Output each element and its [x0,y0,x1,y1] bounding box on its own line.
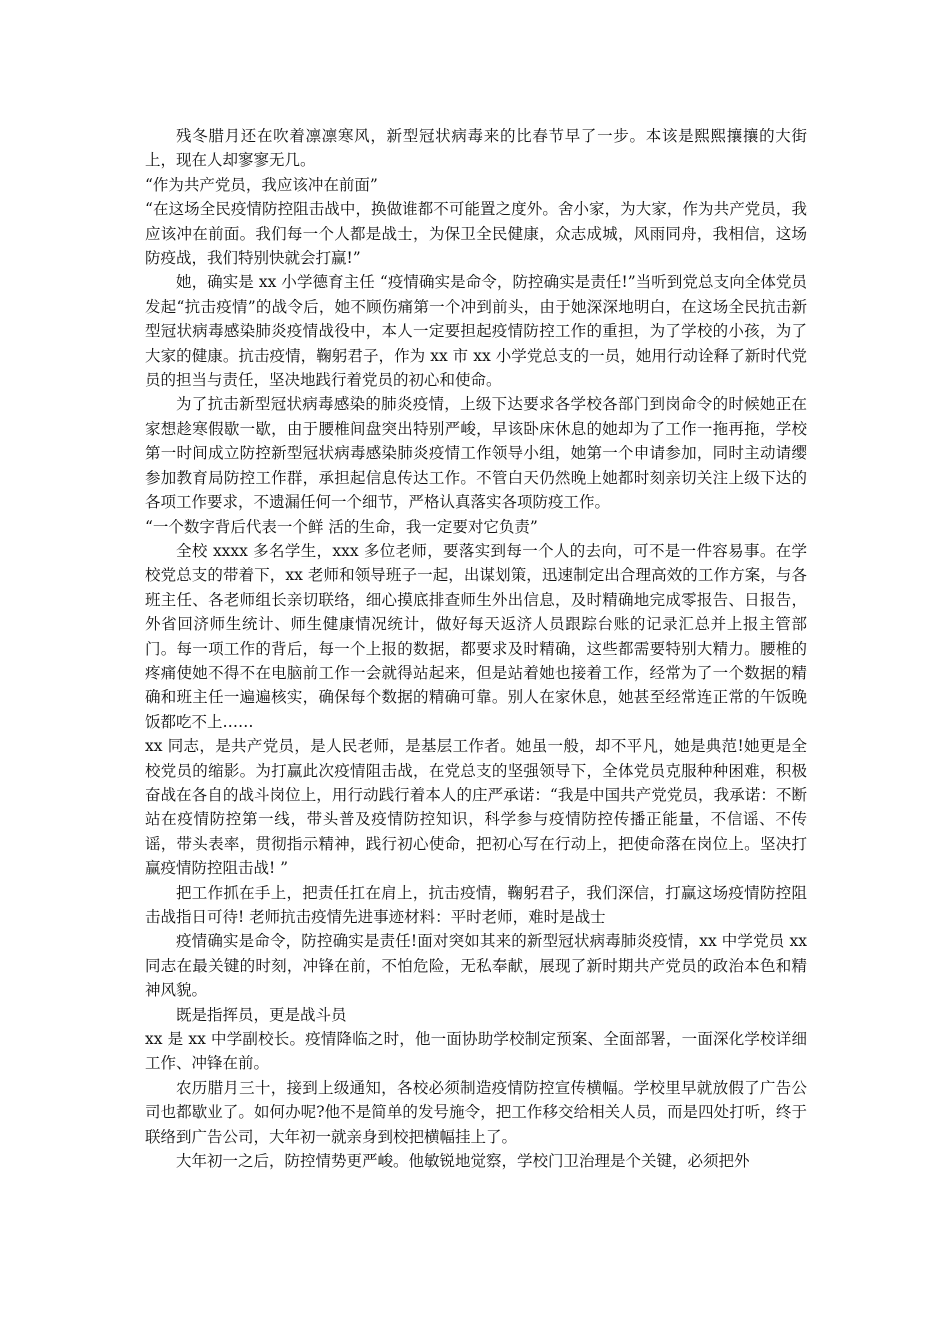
paragraph-7: 把工作抓在手上，把责任扛在肩上，抗击疫情，鞠躬君子，我们深信，打赢这场疫情防控阻击战指日可待! 老师抗击疫情先进事迹材料：平时老师，难时是战士 [145,883,807,926]
section-heading-1: “作为共产党员，我应该冲在前面” [145,175,378,194]
document-body [145,124,807,1173]
paragraph-5: 全校 xxxx 多名学生，xxx 多位老师，要落实到每一个人的去向，可不是一件容易事。在学校党总支的带着下，xx 老师和领导班子一起，出谋划策，迅速制定出合理高效的工作方案，与各班主任、各老师组长亲切联络，细心摸底排查师生外出信息，及时精确地完成零报告、日报告，外省回济师生统计、师生健康情况统计，做好每天返济人员跟踪台账的记录汇总并上报主管部门。每一项工作的背后，每一个上报的数据，都要求及时精确，这些都需要特别大精力。腰椎的疼痛使她不得不在电脑前工作一会就得站起来，但是站着她也接着工作，经常为了一个数据的精确和班主任一遍遍核实，确保每个数据的精确可靠。别人在家休息，她甚至经常连正常的午饭晚饭都吃不上…… [145,541,807,731]
paragraph-6: xx 同志，是共产党员，是人民老师，是基层工作者。她虽一般，却不平凡，她是典范!她更是全校党员的缩影。为打赢此次疫情阻击战，在党总支的坚强领导下，全体党员克服种种困难，积极奋战在各自的战斗岗位上，用行动践行着本人的庄严承诺：“我是中国共产党党员，我承诺：不断站在疫情防控第一线，带头普及疫情防控知识，科学参与疫情防控传播正能量，不信谣、不传谣，带头表率，贯彻指示精神，践行初心使命，把初心写在行动上，把使命落在岗位上。坚决打赢疫情防控阻击战! ” [145,737,807,878]
paragraph-10: 农历腊月三十，接到上级通知，各校必须制造疫情防控宣传横幅。学校里早就放假了广告公司也都歇业了。如何办呢?他不是简单的发号施令，把工作移交给相关人员，而是四处打听，终于联络到广告公司，大年初一就亲身到校把横幅挂上了。 [145,1078,807,1146]
section-heading-2: “一个数字背后代表一个鲜 活的生命，我一定要对它负责” [145,517,538,536]
paragraph-1: 残冬腊月还在吹着凛凛寒风，新型冠状病毒来的比春节早了一步。本该是熙熙攘攘的大街上，现在人却寥寥无几。 [145,127,807,170]
paragraph-11: 大年初一之后，防控情势更严峻。他敏锐地觉察，学校门卫治理是个关键，必须把外 [176,1152,750,1171]
paragraph-3: 她，确实是 xx 小学德育主任 “疫情确实是命令，防控确实是责任!”当听到党总支向全体党员发起“抗击疫情”的战令后，她不顾伤痛第一个冲到前头，由于她深深地明白，在这场全民抗击新型冠状病毒感染肺炎疫情战役中，本人一定要担起疫情防控工作的重担，为了学校的小孩，为了大家的健康。抗击疫情，鞠躬君子，作为 xx 市 xx 小学党总支的一员，她用行动诠释了新时代党员的担当与责任，坚决地践行着党员的初心和使命。 [145,273,807,390]
paragraph-8: 疫情确实是命令，防控确实是责任!面对突如其来的新型冠状病毒肺炎疫情，xx 中学党员 xx 同志在最关键的时刻，冲锋在前，不怕危险，无私奉献，展现了新时期共产党员的政治本色和精神风貌。 [145,932,807,1000]
paragraph-4: 为了抗击新型冠状病毒感染的肺炎疫情，上级下达要求各学校各部门到岗命令的时候她正在家想趁寒假歇一歇，由于腰椎间盘突出特别严峻，早该卧床休息的她却为了工作一拖再拖，学校第一时间成立防控新型冠状病毒感染肺炎疫情工作领导小组，她第一个申请参加，同时主动请缨参加教育局防控工作群，承担起信息传达工作。不管白天仍然晚上她都时刻亲切关注上级下达的各项工作要求，不遗漏任何一个细节，严格认真落实各项防疫工作。 [145,395,807,512]
paragraph-9: xx 是 xx 中学副校长。疫情降临之时，他一面协助学校制定预案、全面部署，一面深化学校详细工作、冲锋在前。 [145,1030,807,1073]
paragraph-2: “在这场全民疫情防控阻击战中，换做谁都不可能置之度外。舍小家，为大家，作为共产党员，我应该冲在前面。我们每一个人都是战士，为保卫全民健康，众志成城，风雨同舟，我相信，这场防疫战，我们特别快就会打赢!” [145,200,807,268]
section-heading-3: 既是指挥员，更是战斗员 [176,1005,347,1024]
